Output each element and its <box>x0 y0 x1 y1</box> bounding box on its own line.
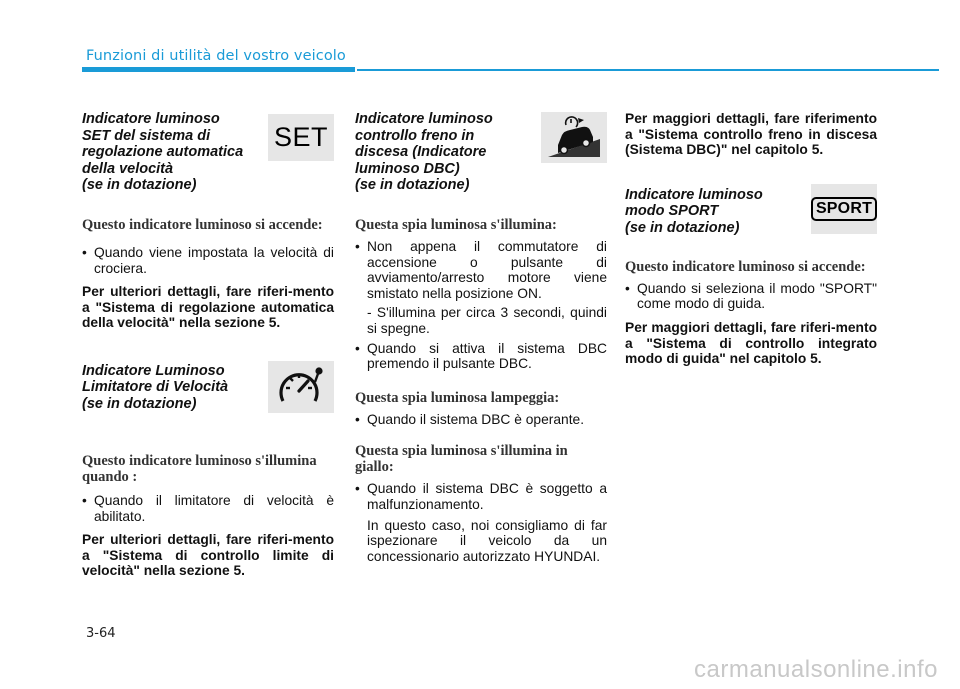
speed-limiter-title: Indicatore Luminoso Limitatore di Velocità (se in dotazione) <box>82 362 229 412</box>
sport-bullet: • Quando si seleziona il modo "SPORT" come modo di guida. <box>625 281 877 312</box>
dbc-reference-note: Per maggiori dettagli, fare riferimento a "Sistema controllo freno in discesa (Sistema DBC)" nel capitolo 5. <box>625 111 877 158</box>
sport-indicator-icon: SPORT <box>811 184 877 234</box>
speed-limiter-header <box>82 363 334 423</box>
dbc-indicator-icon <box>541 112 607 163</box>
dbc-inspection-note: In questo caso, noi consigliamo di far ispezionare il veicolo da un concessionario autorizzato HYUNDAI. <box>367 517 607 564</box>
watermark: carmanualsonline.info <box>694 656 938 683</box>
sport-indicator-title: Indicatore luminoso modo SPORT (se in dotazione) <box>625 186 763 236</box>
dbc-subtitle-on: Questa spia luminosa s'illumina: <box>355 217 557 233</box>
speed-limiter-subtitle: Questo indicatore luminoso s'illumina quando : <box>82 452 317 485</box>
dbc-subtitle-yellow: Questa spia luminosa s'illumina in giallo: <box>355 443 568 476</box>
set-note: Per ulteriori dettagli, fare riferi-mento a "Sistema di regolazione automatica della velocità" nella sezione 5. <box>82 284 334 331</box>
header-title: Funzioni di utilità del vostro veicolo <box>86 48 346 64</box>
dbc-subtitle-blinking: Questa spia luminosa lampeggia: <box>355 389 560 406</box>
speed-limiter-bullet: • Quando il limitatore di velocità è abilitato. <box>82 493 334 524</box>
column-3 <box>625 111 877 367</box>
sport-note: Per maggiori dettagli, fare riferi-mento a "Sistema di controllo integrato modo di guida" nel capitolo 5. <box>625 319 877 367</box>
dbc-bullet-malfunction: • Quando il sistema DBC è soggetto a malfunzionamento. <box>355 481 607 512</box>
page-number: 3-64 <box>86 626 116 641</box>
header-rule-thick <box>82 67 355 72</box>
column-2 <box>355 111 607 564</box>
set-indicator-header <box>82 111 334 195</box>
dbc-bullet-ignition: • Non appena il commutatore di accensione o pulsante di avviamento/arresto motore viene smistato nella posizione ON. <box>355 239 607 301</box>
sport-indicator-header <box>625 187 877 243</box>
dbc-bullet-operating: • Quando il sistema DBC è operante. <box>355 412 607 428</box>
dbc-bullet-button: • Quando si attiva il sistema DBC premendo il pulsante DBC. <box>355 341 607 372</box>
speed-limiter-icon <box>268 361 334 413</box>
set-indicator-icon: SET <box>268 114 334 161</box>
dbc-indicator-title: Indicatore luminoso controllo freno in discesa (Indicatore luminoso DBC) (se in dotazione) <box>355 111 493 193</box>
column-1 <box>82 111 334 579</box>
sport-subtitle: Questo indicatore luminoso si accende: <box>625 258 866 275</box>
dbc-indicator-header <box>355 111 607 195</box>
dbc-dash-3-seconds: - S'illumina per circa 3 secondi, quindi si spegne. <box>367 305 607 336</box>
set-bullet: • Quando viene impostata la velocità di crociera. <box>82 245 334 276</box>
set-indicator-title: Indicatore luminoso SET del sistema di regolazione automatica della velocità (se in dotazione) <box>82 111 244 193</box>
header-rule-thin <box>357 69 939 71</box>
set-subtitle: Questo indicatore luminoso si accende: <box>82 217 323 233</box>
speed-limiter-note: Per ulteriori dettagli, fare riferi-mento a "Sistema di controllo limite di velocità" nella sezione 5. <box>82 532 334 579</box>
